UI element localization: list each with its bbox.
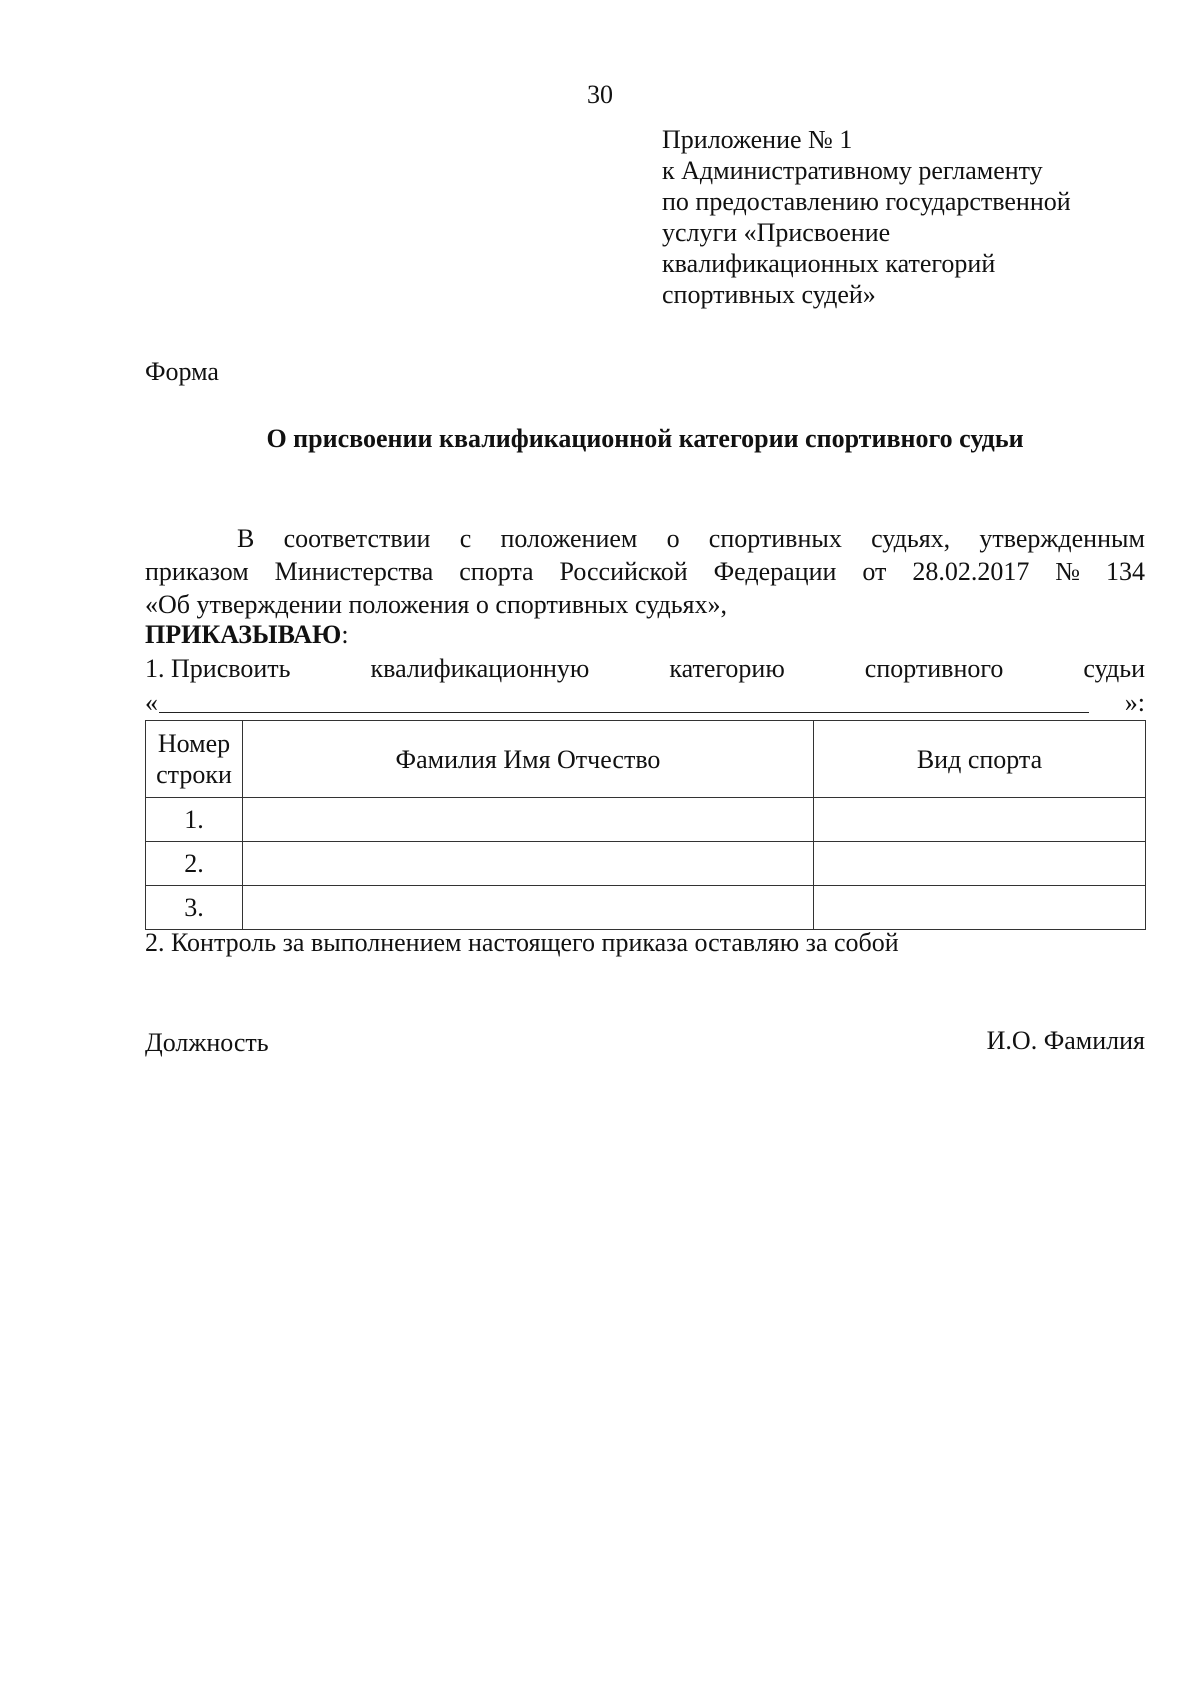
appendix-line: квалификационных категорий [662,249,996,278]
preamble-word: В [237,524,255,553]
clause-1-word: квалификационную [370,654,590,683]
category-fill-line [145,688,1145,718]
preamble-word: о [666,524,680,553]
order-heading [145,620,349,650]
preamble-word: от [862,557,887,586]
preamble-line-1 [145,522,1145,555]
preamble-word: спорта [459,557,534,586]
column-header-name: Фамилия Имя Отчество [243,721,814,798]
table-header-row [146,721,1146,798]
form-label: Форма [145,357,219,386]
preamble-line-2 [145,555,1145,588]
row-number: 2. [146,842,243,886]
appendix-line: Приложение № 1 [662,125,853,154]
clause-1 [145,654,1145,684]
table-row [146,886,1146,930]
name-cell[interactable] [243,886,814,930]
preamble-word: 134 [1106,557,1145,586]
sport-cell[interactable] [814,886,1146,930]
table-row [146,842,1146,886]
clause-1-word: 1. Присвоить [145,654,291,683]
preamble-word: утвержденным [979,524,1145,553]
document-title: О присвоении квалификационной категории спортивного судьи [266,424,1024,453]
appendix-line: спортивных судей» [662,280,876,309]
sport-cell[interactable] [814,798,1146,842]
column-header-sport: Вид спорта [814,721,1146,798]
clause-1-word: судьи [1083,654,1145,683]
preamble-word: спортивных [708,524,842,553]
clause-1-word: категорию [669,654,785,683]
name-cell[interactable] [243,798,814,842]
appendix-line: к Административному регламенту [662,156,1043,185]
category-blank-field[interactable] [159,712,1089,713]
appendix-header [662,124,1132,310]
preamble-word: Министерства [274,557,434,586]
open-quote: « [145,688,158,717]
page-number: 30 [587,80,613,109]
clause-1-word: спортивного [864,654,1004,683]
preamble-word: приказом [145,557,249,586]
preamble-word: Федерации [713,557,837,586]
preamble-word: Российской [559,557,688,586]
clause-2: 2. Контроль за выполнением настоящего приказа оставляю за собой [145,928,899,957]
sport-cell[interactable] [814,842,1146,886]
row-number: 3. [146,886,243,930]
order-word: ПРИКАЗЫВАЮ [145,620,342,649]
judges-table [145,720,1146,930]
appendix-line: услуги «Присвоение [662,218,891,247]
preamble-word: соответствии [283,524,431,553]
signatory-position: Должность [145,1028,269,1057]
preamble-word: судьях, [871,524,951,553]
table-row [146,798,1146,842]
preamble [145,522,1145,621]
preamble-word: с [459,524,472,553]
name-cell[interactable] [243,842,814,886]
order-colon: : [341,620,349,649]
appendix-line: по предоставлению государственной [662,187,1071,216]
column-header-number: Номер строки [146,721,243,798]
signatory-name: И.О. Фамилия [986,1026,1145,1055]
row-number: 1. [146,798,243,842]
preamble-line-3: «Об утверждении положения о спортивных судьях», [145,590,728,619]
preamble-word: 28.02.2017 [912,557,1030,586]
preamble-word: положением [500,524,638,553]
close-quote: »: [1124,688,1145,717]
preamble-word: № [1055,557,1081,586]
